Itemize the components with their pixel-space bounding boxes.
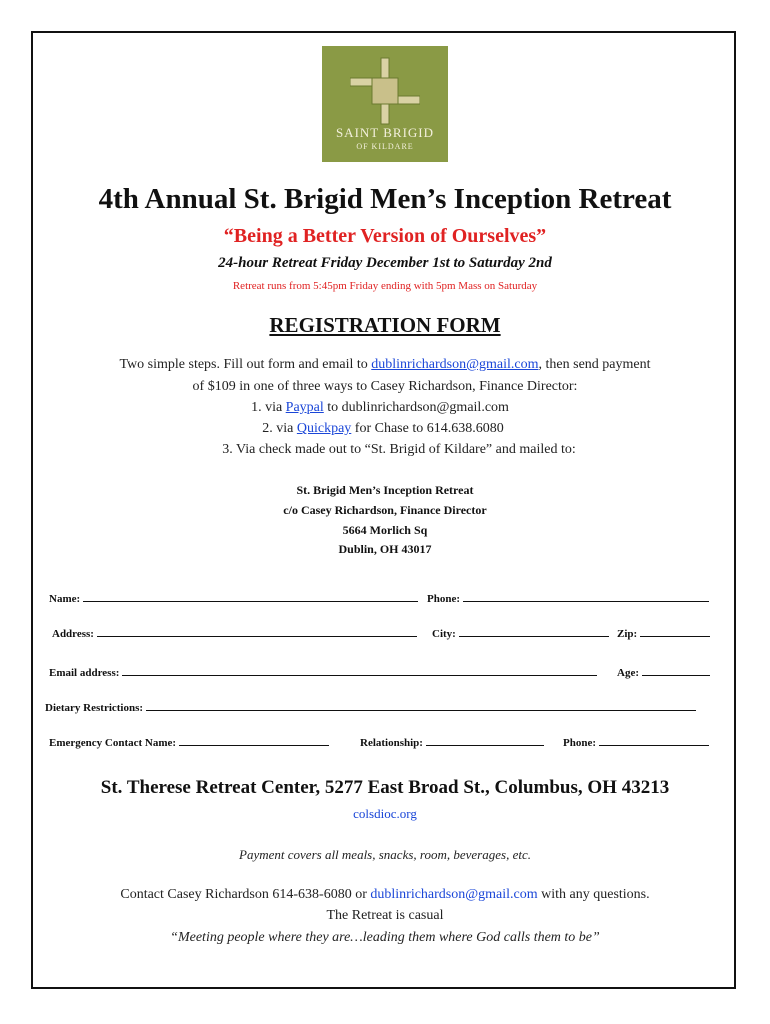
dietary-input-line[interactable] [146,700,696,711]
emergency-phone-field [563,735,709,749]
relationship-input-line[interactable] [426,735,544,746]
step2-prefix: 2. via [262,421,297,436]
relationship-label: Relationship: [360,737,423,749]
intro-text: Two simple steps. Fill out form and email to [119,357,372,372]
dietary-field [45,700,696,714]
contact-email-link[interactable]: dublinrichardson@gmail.com [370,887,538,902]
payment-step-2 [0,421,768,437]
logo-text-name: SAINT BRIGID [335,125,435,140]
city-label: City: [432,628,456,640]
step2-rest: for Chase to 614.638.6080 [351,421,504,436]
emergency-phone-input-line[interactable] [599,735,709,746]
mail-address-line-4: Dublin, OH 43017 [338,542,432,556]
payment-step-3: 3. Via check made out to “St. Brigid of Kildare” and mailed to: [222,442,576,457]
logo-text-place: OF KILDARE [356,142,414,151]
registration-heading: REGISTRATION FORM [269,313,501,337]
zip-field [617,626,710,640]
age-label: Age: [617,667,639,679]
emergency-input-line[interactable] [179,735,329,746]
address-label: Address: [52,628,94,640]
step1-rest: to dublinrichardson@gmail.com [323,400,509,415]
phone-field [427,591,709,605]
emergency-phone-label: Phone: [563,737,596,749]
age-field [617,665,710,679]
paypal-link[interactable]: Paypal [285,400,324,415]
step1-prefix: 1. via [251,400,286,415]
subtitle: “Being a Better Version of Ourselves” [223,225,547,247]
email-input-line[interactable] [122,665,597,676]
name-input-line[interactable] [83,591,418,602]
name-label: Name: [49,593,81,605]
payment-note: Payment covers all meals, snacks, room, beverages, etc. [239,847,531,862]
city-input-line[interactable] [459,626,609,637]
zip-input-line[interactable] [640,626,710,637]
contact-text-end: with any questions. [537,887,650,902]
relationship-field [360,735,544,749]
emergency-contact-field [49,735,329,749]
age-input-line[interactable] [642,665,710,676]
quickpay-link[interactable]: Quickpay [296,421,352,436]
contact-text: Contact Casey Richardson 614-638-6080 or [120,887,371,902]
phone-input-line[interactable] [463,591,709,602]
intro-line-1 [0,357,770,373]
closing-quote: “Meeting people where they are…leading them where God calls them to be” [170,930,600,945]
payment-step-1 [0,400,765,416]
name-field [49,591,418,605]
emergency-label: Emergency Contact Name: [49,737,177,749]
phone-label: Phone: [427,593,460,605]
mail-address-line-1: St. Brigid Men’s Inception Retreat [296,483,474,497]
zip-label: Zip: [617,628,638,640]
address-input-line[interactable] [97,626,417,637]
intro-line-2: of $109 in one of three ways to Casey Richardson, Finance Director: [192,379,578,394]
intro-text-end: , then send payment [538,357,651,372]
page-title: 4th Annual St. Brigid Men’s Inception Retreat [98,183,672,215]
dietary-label: Dietary Restrictions: [45,702,144,714]
retreat-dates: 24-hour Retreat Friday December 1st to Saturday 2nd [218,255,552,271]
saint-brigid-logo [322,46,448,162]
mail-address-line-3: 5664 Morlich Sq [342,523,428,537]
casual-note: The Retreat is casual [326,908,444,923]
email-label: Email address: [49,667,120,679]
intro-email-link[interactable]: dublinrichardson@gmail.com [371,357,539,372]
address-field [52,626,417,640]
brigid-cross-icon [350,56,420,126]
venue-address: St. Therese Retreat Center, 5277 East Broad St., Columbus, OH 43213 [100,777,670,798]
email-field [49,665,597,679]
city-field [432,626,609,640]
mail-address-line-2: c/o Casey Richardson, Finance Director [283,503,487,517]
website-link-row [0,806,770,822]
retreat-times: Retreat runs from 5:45pm Friday ending with 5pm Mass on Saturday [232,280,538,292]
contact-line [0,887,770,903]
website-link[interactable]: colsdioc.org [353,806,417,821]
